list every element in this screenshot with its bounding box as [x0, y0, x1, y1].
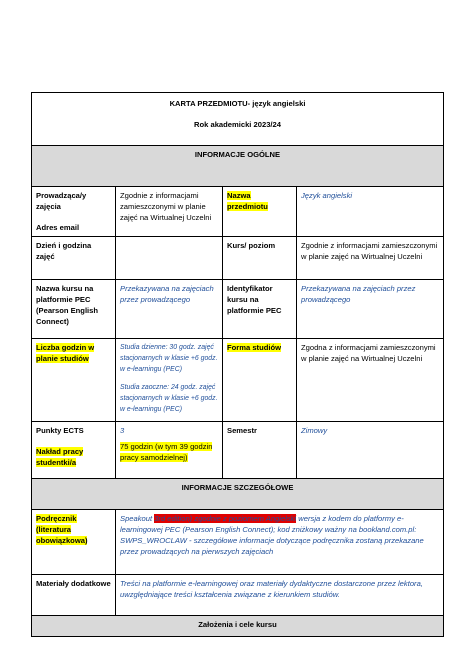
textbook-row — [32, 510, 444, 575]
study-form-label: Forma studiów — [227, 343, 282, 352]
pec-course-name-label: Nazwa kursu na platformie PEC (Pearson English Connect) — [32, 280, 116, 339]
workload-value: 75 godzin (w tym 39 godzin pracy samodzielnej) — [120, 442, 213, 462]
instructor-label: Prowadząca/y zajęcia — [36, 191, 87, 211]
email-label: Adres email — [36, 223, 80, 232]
goals-header-row — [32, 616, 444, 637]
hours-parttime: Studia zaoczne: 24 godz. zajęć stacjonarnych w klasie +6 godz. w e-learningu (PEC) — [120, 384, 218, 413]
ects-value-cell — [116, 422, 223, 479]
semester-label: Semestr — [223, 422, 297, 479]
card-title: KARTA PRZEDMIOTU- język angielski — [169, 99, 306, 108]
detail-section-title: INFORMACJE SZCZEGÓŁOWE — [32, 479, 444, 510]
title-row — [32, 93, 444, 146]
pec-id-label: Identyfikator kursu na platformie PEC — [223, 280, 297, 339]
general-row-2 — [32, 237, 444, 280]
title-cell — [32, 93, 444, 146]
course-card-table — [31, 92, 444, 637]
general-row-4 — [32, 339, 444, 422]
textbook-edition-highlight: 3rd edition) zgodnie z poziomem Angielski — [154, 514, 297, 523]
pec-course-name-value: Przekazywana na zajęciach przez prowadzącego — [116, 280, 223, 339]
ects-label: Punkty ECTS — [36, 426, 84, 435]
study-form-cell — [223, 339, 297, 422]
day-hour-value — [116, 237, 223, 280]
textbook-value — [116, 510, 444, 575]
textbook-cell — [32, 510, 116, 575]
academic-year: Rok akademicki 2023/24 — [194, 120, 281, 129]
hours-fulltime: Studia dzienne: 30 godz. zajęć stacjonarnych w klasie +6 godz. w e-learningu (PEC) — [120, 344, 218, 373]
instructor-cell — [32, 187, 116, 237]
general-row-3 — [32, 280, 444, 339]
ects-value: 3 — [120, 426, 125, 435]
detail-header-row — [32, 479, 444, 510]
materials-label: Materiały dodatkowe — [32, 575, 116, 616]
study-form-value: Zgodna z informacjami zamieszczonymi w planie zajęć na Wirtualnej Uczelni — [297, 339, 444, 422]
hours-label: Liczba godzin w planie studiów — [36, 343, 95, 363]
level-value: Zgodnie z informacjami zamieszczonymi w planie zajęć na Wirtualnej Uczelni — [297, 237, 444, 280]
materials-row — [32, 575, 444, 616]
day-hour-label: Dzień i godzina zajęć — [32, 237, 116, 280]
general-header-row — [32, 146, 444, 187]
subject-name-cell — [223, 187, 297, 237]
instructor-value: Zgodnie z informacjami zamieszczonymi w planie zajęć na Wirtualnej Uczelni — [116, 187, 223, 237]
level-label: Kurs/ poziom — [223, 237, 297, 280]
semester-value: Zimowy — [297, 422, 444, 479]
textbook-text-b: wersja z kodem do platformy e-learningowej PEC (Pearson English Connect); kod zniżkowy ważny na bookland.com.pl: SWPS_WROCLAW - szczegółowe informacje dotyczące podręcznika zostaną przekazane przez prowadzących na pierwszych zajęciach — [120, 514, 424, 556]
textbook-label: Podręcznik (literatura obowiązkowa) — [36, 514, 88, 545]
pec-id-value: Przekazywana na zajęciach przez prowadzącego — [297, 280, 444, 339]
general-row-5 — [32, 422, 444, 479]
ects-cell — [32, 422, 116, 479]
subject-name-value: Język angielski — [297, 187, 444, 237]
general-row-1 — [32, 187, 444, 237]
subject-name-label: Nazwa przedmiotu — [227, 191, 268, 211]
textbook-text-a: Speakout — [120, 514, 155, 523]
hours-value-cell — [116, 339, 223, 422]
general-section-title: INFORMACJE OGÓLNE — [32, 146, 444, 187]
goals-title: Założenia i cele kursu — [32, 616, 444, 637]
hours-cell — [32, 339, 116, 422]
materials-value: Treści na platformie e-learningowej oraz materiały dydaktyczne dostarczone przez lektora, uwzględniające treści kształcenia związane z kierunkiem studiów. — [116, 575, 444, 616]
workload-label: Nakład pracy studentki/a — [36, 447, 84, 467]
